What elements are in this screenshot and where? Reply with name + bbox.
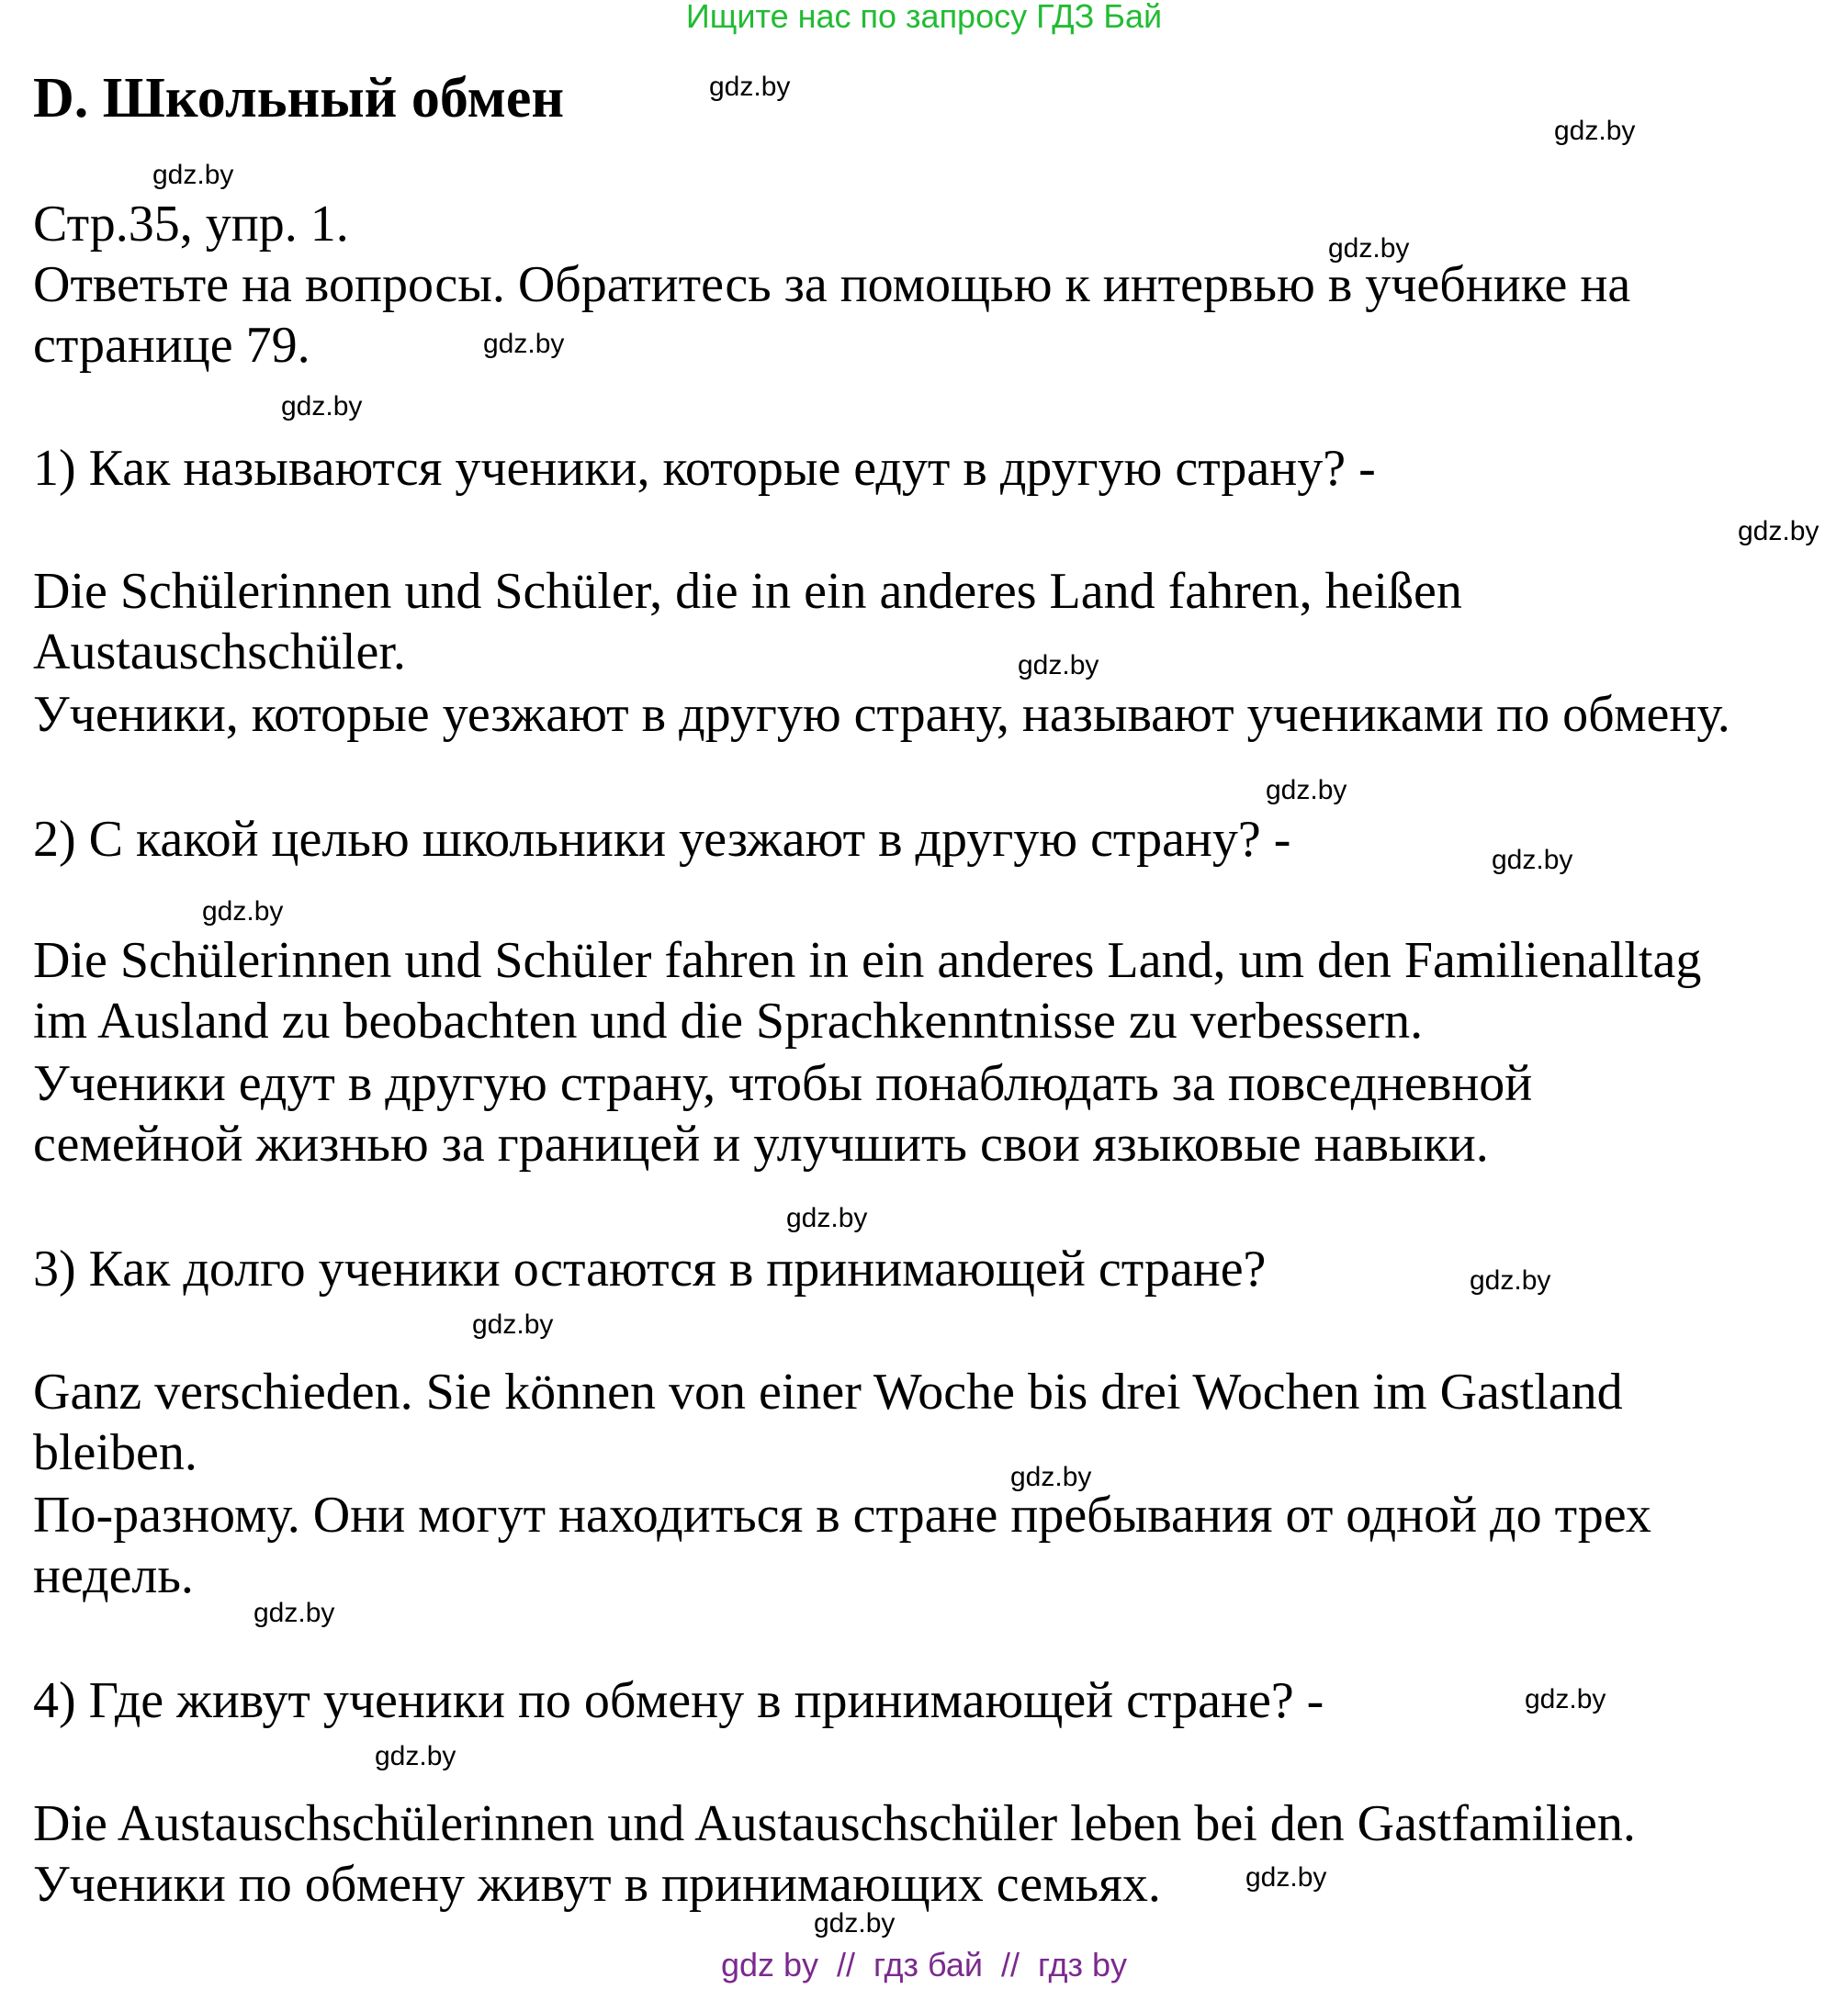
watermark: gdz.by	[254, 1598, 335, 1628]
watermark: gdz.by	[1525, 1684, 1606, 1714]
answer-2-de-line-1: Die Schülerinnen und Schüler fahren in ein anderes Land, um den Familienalltag	[33, 932, 1702, 989]
watermark: gdz.by	[483, 329, 565, 359]
watermark: gdz.by	[1010, 1462, 1092, 1492]
question-3: 3) Как долго ученики остаются в принимающей стране?	[33, 1241, 1267, 1298]
question-2: 2) С какой целью школьники уезжают в другую страну? -	[33, 811, 1291, 868]
question-1: 1) Как называются ученики, которые едут в другую страну? -	[33, 440, 1376, 497]
answer-2-de-line-2: im Ausland zu beobachten und die Sprachkenntnisse zu verbessern.	[33, 993, 1424, 1050]
watermark: gdz.by	[202, 896, 284, 927]
instruction-line-2: странице 79.	[33, 317, 310, 374]
answer-3-ru-line-2: недель.	[33, 1547, 194, 1604]
watermark: gdz.by	[1266, 775, 1347, 805]
footer-links: gdz by // гдз бай // гдз by	[720, 1946, 1128, 1983]
watermark: gdz.by	[1328, 233, 1410, 264]
answer-1-de-line-1: Die Schülerinnen und Schüler, die in ein anderes Land fahren, heißen	[33, 563, 1462, 620]
watermark: gdz.by	[472, 1309, 554, 1340]
watermark: gdz.by	[281, 391, 363, 421]
answer-4-ru-line-1: Ученики по обмену живут в принимающих семьях.	[33, 1856, 1161, 1913]
answer-2-ru-line-1: Ученики едут в другую страну, чтобы понаблюдать за повседневной	[33, 1055, 1533, 1112]
answer-3-de-line-1: Ganz verschieden. Sie können von einer Woche bis drei Wochen im Gastland	[33, 1364, 1623, 1421]
watermark: gdz.by	[375, 1741, 456, 1771]
answer-4-de-line-1: Die Austauschschülerinnen und Austauschschüler leben bei den Gastfamilien.	[33, 1795, 1636, 1852]
exercise-reference: Стр.35, упр. 1.	[33, 196, 349, 253]
question-4: 4) Где живут ученики по обмену в принимающей стране? -	[33, 1672, 1324, 1729]
answer-1-ru-line-1: Ученики, которые уезжают в другую страну, называют учениками по обмену.	[33, 686, 1730, 743]
answer-2-ru-line-2: семейной жизнью за границей и улучшить свои языковые навыки.	[33, 1116, 1489, 1173]
watermark: gdz.by	[1738, 516, 1820, 546]
answer-1-de-line-2: Austauschschüler.	[33, 624, 406, 680]
answer-3-de-line-2: bleiben.	[33, 1424, 197, 1481]
instruction-line-1: Ответьте на вопросы. Обратитесь за помощью к интервью в учебнике на	[33, 256, 1631, 313]
watermark: gdz.by	[1245, 1862, 1327, 1893]
watermark: gdz.by	[1470, 1265, 1551, 1296]
top-banner: Ищите нас по запросу ГДЗ Бай	[685, 0, 1163, 35]
watermark: gdz.by	[814, 1908, 896, 1938]
watermark: gdz.by	[1554, 116, 1636, 146]
watermark: gdz.by	[709, 72, 791, 102]
answer-3-ru-line-1: По-разному. Они могут находиться в стране пребывания от одной до трех	[33, 1487, 1651, 1544]
section-title: D. Школьный обмен	[33, 67, 565, 129]
watermark: gdz.by	[1018, 650, 1099, 680]
watermark: gdz.by	[152, 160, 234, 190]
watermark: gdz.by	[1492, 845, 1573, 875]
watermark: gdz.by	[786, 1203, 868, 1233]
